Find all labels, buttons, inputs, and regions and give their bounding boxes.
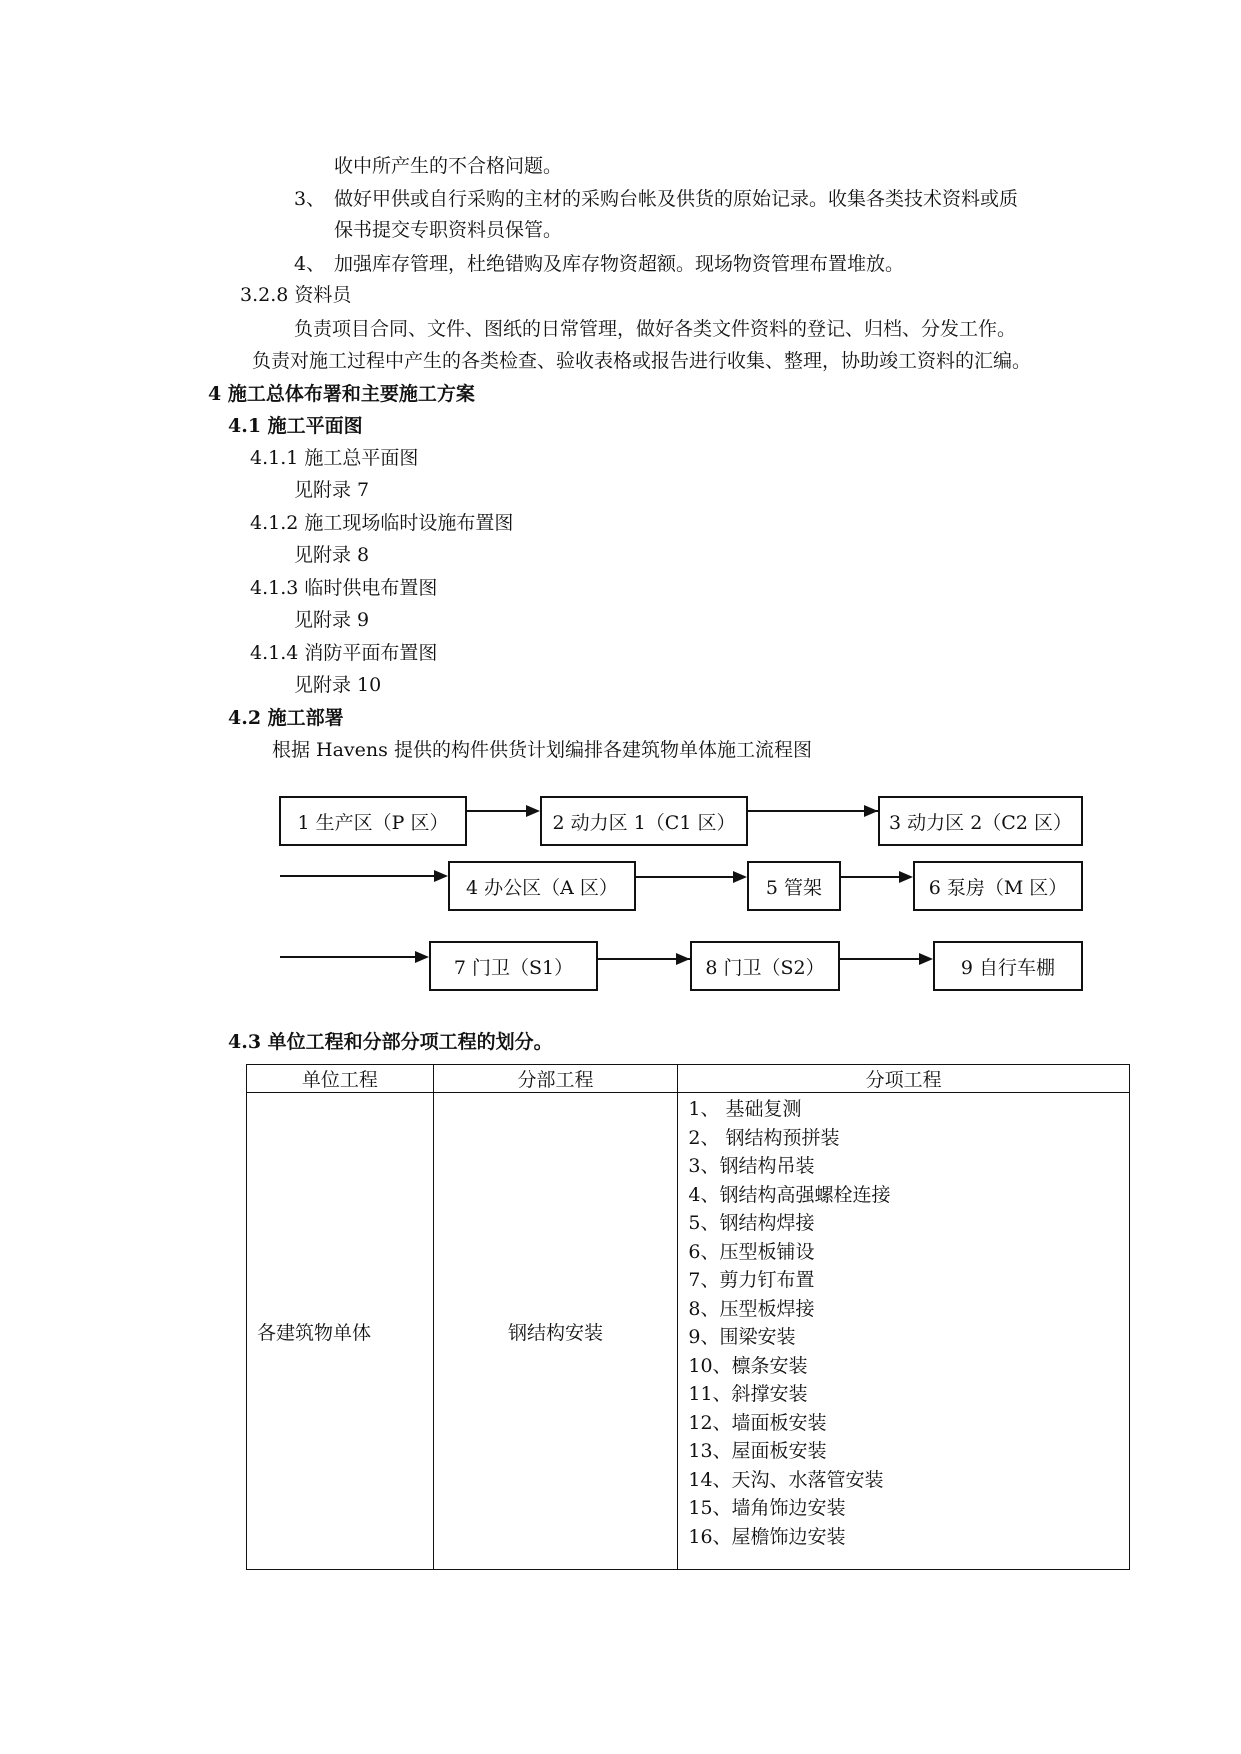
list-item: 9、围梁安装	[688, 1326, 796, 1348]
column-header: 分部工程	[433, 1065, 678, 1093]
list-item: 5、钢结构焊接	[688, 1212, 815, 1234]
flow-connector	[467, 810, 526, 812]
flow-connector	[280, 956, 415, 958]
unit-project-cell: 各建筑物单体	[247, 1093, 434, 1570]
list-item: 2、 钢结构预拼装	[688, 1126, 840, 1149]
flow-connector	[840, 958, 919, 960]
list-item: 10、檩条安装	[688, 1354, 808, 1377]
paragraph-line: 根据 Havens 提供的构件供货计划编排各建筑物单体施工流程图	[272, 739, 812, 761]
list-item-text: 做好甲供或自行采购的主材的采购台帐及供货的原始记录。收集各类技术资料或质	[334, 188, 1019, 210]
arrow-right-icon	[733, 871, 747, 883]
list-item: 6、压型板铺设	[688, 1240, 815, 1263]
list-item: 13、屋面板安装	[688, 1440, 827, 1462]
flow-step-box: 6 泵房（M 区）	[913, 861, 1083, 911]
appendix-reference: 见附录 7	[294, 479, 370, 501]
flow-connector	[748, 810, 878, 812]
list-item: 1、 基础复测	[688, 1098, 802, 1120]
table-header-row	[247, 1065, 1130, 1093]
arrow-right-icon	[899, 871, 913, 883]
list-item: 4、钢结构高强螺栓连接	[688, 1183, 891, 1206]
flow-connector	[636, 876, 733, 878]
appendix-reference: 见附录 10	[294, 674, 382, 696]
list-item: 11、斜撑安装	[688, 1383, 808, 1405]
list-item: 14、天沟、水落管安装	[688, 1468, 884, 1491]
list-item-text: 保书提交专职资料员保管。	[334, 219, 563, 241]
section-heading-4-1: 4.1 施工平面图	[228, 415, 363, 437]
list-item: 8、压型板焊接	[688, 1297, 815, 1320]
arrow-right-icon	[864, 805, 878, 817]
flow-step-box: 9 自行车棚	[933, 941, 1083, 991]
section-heading-4-1-3: 4.1.3 临时供电布置图	[250, 577, 438, 599]
arrow-right-icon	[919, 953, 933, 965]
list-number: 3、	[294, 188, 326, 210]
division-project-cell: 钢结构安装	[433, 1093, 678, 1570]
flow-connector	[841, 876, 899, 878]
list-number: 4、	[294, 253, 326, 275]
section-heading-4-1-2: 4.1.2 施工现场临时设施布置图	[250, 512, 514, 534]
flow-connector	[280, 875, 434, 877]
appendix-reference: 见附录 8	[294, 544, 370, 566]
arrow-right-icon	[526, 805, 540, 817]
arrow-right-icon	[434, 870, 448, 882]
paragraph-line: 负责对施工过程中产生的各类检查、验收表格或报告进行收集、整理，协助竣工资料的汇编。	[252, 350, 1032, 372]
appendix-reference: 见附录 9	[294, 609, 370, 631]
list-item: 15、墙角饰边安装	[688, 1497, 846, 1519]
flow-step-box: 7 门卫（S1）	[429, 941, 598, 991]
list-item: 12、墙面板安装	[688, 1411, 827, 1434]
flow-step-box: 3 动力区 2（C2 区）	[878, 796, 1083, 846]
list-item: 16、屋檐饰边安装	[688, 1525, 846, 1548]
list-item-text: 加强库存管理，杜绝错购及库存物资超额。现场物资管理布置堆放。	[334, 253, 905, 275]
list-item: 7、剪力钉布置	[688, 1269, 815, 1291]
list-item: 3、钢结构吊装	[688, 1155, 815, 1177]
arrow-right-icon	[415, 951, 429, 963]
section-heading-4-1-1: 4.1.1 施工总平面图	[250, 447, 419, 469]
section-heading-3-2-8: 3.2.8 资料员	[240, 284, 352, 306]
section-heading-4: 4 施工总体布署和主要施工方案	[208, 383, 475, 405]
flow-step-box: 2 动力区 1（C1 区）	[540, 796, 748, 846]
table-row	[247, 1093, 1130, 1570]
paragraph-line: 收中所产生的不合格问题。	[334, 155, 563, 177]
flow-step-box: 4 办公区（A 区）	[448, 861, 636, 911]
flow-step-box: 8 门卫（S2）	[690, 941, 840, 991]
flow-step-box: 5 管架	[747, 861, 841, 911]
paragraph-line: 负责项目合同、文件、图纸的日常管理，做好各类文件资料的登记、归档、分发工作。	[294, 318, 1017, 340]
column-header: 分项工程	[678, 1065, 1130, 1093]
column-header: 单位工程	[247, 1065, 434, 1093]
section-heading-4-3: 4.3 单位工程和分部分项工程的划分。	[228, 1031, 553, 1053]
section-heading-4-1-4: 4.1.4 消防平面布置图	[250, 642, 438, 664]
sub-items-cell	[678, 1093, 1130, 1570]
work-division-table	[246, 1064, 1130, 1570]
section-heading-4-2: 4.2 施工部署	[228, 707, 344, 729]
arrow-right-icon	[676, 953, 690, 965]
flow-step-box: 1 生产区（P 区）	[279, 796, 467, 846]
